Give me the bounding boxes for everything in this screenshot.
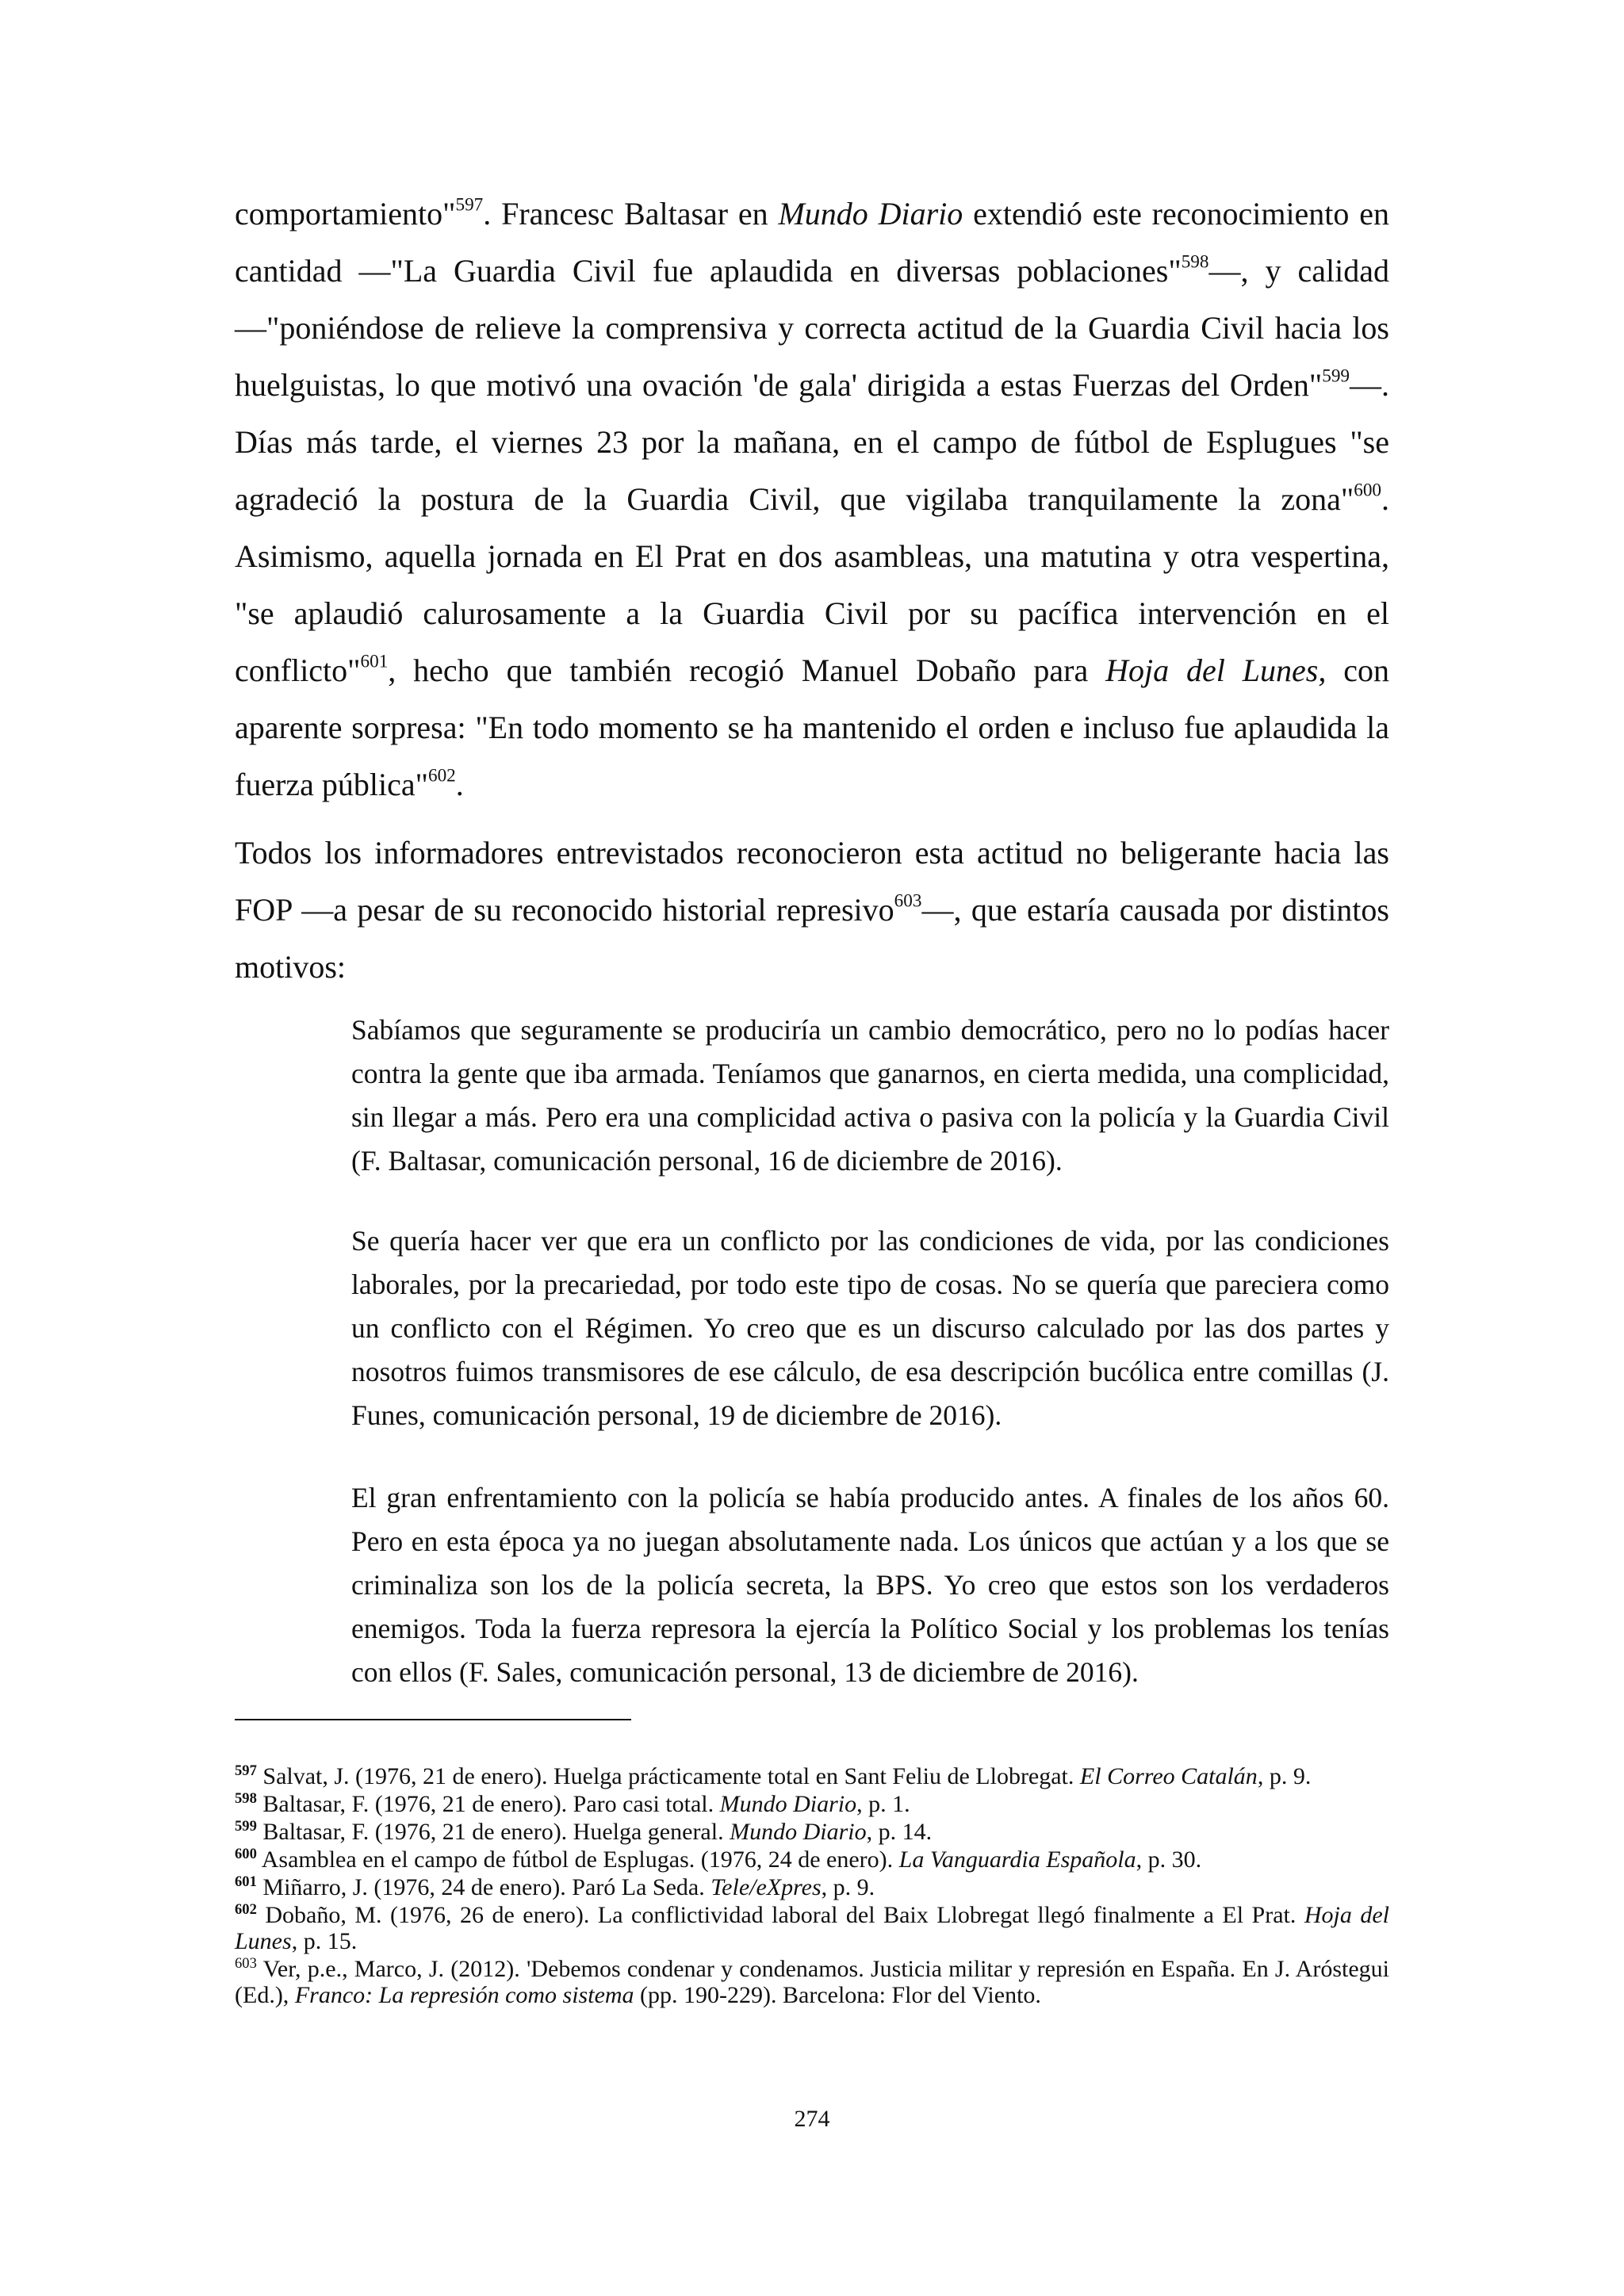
footnote-601	[235, 1874, 1389, 1900]
footnote-ref-600[interactable]: 600	[1354, 480, 1381, 501]
footnote-number: 601	[235, 1873, 257, 1890]
footnote-text: , p. 30.	[1136, 1846, 1202, 1873]
footnote-source: Mundo Diario	[730, 1819, 867, 1845]
italic-title: Hoja del Lunes,	[1105, 652, 1327, 688]
block-quote-3: El gran enfrentamiento con la policía se había producido antes. A finales de los años 60. Pero en esta época ya no juegan absolutamente nada. Los únicos que actúan y a los que se criminaliza son los de la policía secreta, la BPS. Yo creo que estos son los verdaderos enemigos. Toda la fuerza represora la ejercía la Político Social y los problemas los tenías con ellos (F. Sales, comunicación personal, 13 de diciembre de 2016).	[351, 1482, 1389, 1688]
footnote-ref-603[interactable]: 603	[894, 890, 922, 912]
text-run: —, y calidad —"poniéndose de relieve la comprensiva y correcta actitud de la Guardia Civil hacia los huelguistas, lo que motivó una ovación 'de gala' dirigida a estas Fuerzas del Orden"	[235, 253, 1389, 403]
footnote-ref-601[interactable]: 601	[360, 651, 389, 672]
footnote-ref-602[interactable]: 602	[427, 765, 456, 786]
footnote-source: Tele/eXpres	[710, 1874, 822, 1900]
footnote-source: El Correo Catalán	[1079, 1763, 1258, 1789]
body-paragraph-2	[235, 825, 1389, 996]
page-number: 274	[794, 2106, 830, 2132]
footnote-text: Miñarro, J. (1976, 24 de enero). Paró La Seda.	[256, 1874, 711, 1900]
text-run: con aparente sorpresa: "En todo momento se ha mantenido el orden e incluso fue aplaudida la fuerza pública"	[235, 652, 1389, 802]
footnote-text: , p. 14.	[866, 1819, 933, 1845]
footnote-text: , p. 15.	[291, 1928, 358, 1954]
footnote-text: Baltasar, F. (1976, 21 de enero). Huelga general.	[256, 1819, 730, 1845]
footnote-number: 602	[235, 1900, 257, 1918]
footnote-text: (pp. 190-229). Barcelona: Flor del Viento.	[634, 1982, 1041, 2008]
footnote-source: La Vanguardia Española	[898, 1846, 1136, 1873]
footnote-ref-598[interactable]: 598	[1181, 251, 1209, 273]
footnote-603	[235, 1956, 1389, 2008]
footnote-number: 597	[235, 1762, 257, 1779]
footnote-number: 599	[235, 1817, 257, 1835]
text-run: comportamiento"	[235, 196, 456, 232]
footnote-599	[235, 1819, 1389, 1845]
footnote-text: , p. 9.	[1257, 1763, 1312, 1789]
footnote-number: 598	[235, 1789, 257, 1807]
text-run: , hecho que también recogió Manuel Dobaño para	[388, 652, 1106, 688]
footnote-text: Baltasar, F. (1976, 21 de enero). Paro casi total.	[256, 1791, 720, 1817]
footnote-number: 603	[235, 1954, 257, 1972]
footnote-source: Franco: La represión como sistema	[294, 1982, 634, 2008]
footnote-source: Hoja del Lunes	[235, 1902, 1390, 1954]
text-run: Todos los informadores entrevistados reconocieron esta actitud no beligerante hacia las FOP —a pesar de su reconocido historial represivo	[235, 835, 1389, 928]
footnote-text: Dobaño, M. (1976, 26 de enero). La conflictividad laboral del Baix Llobregat llegó finalmente a El Prat.	[256, 1902, 1304, 1928]
footnote-600	[235, 1846, 1389, 1873]
footnote-598	[235, 1791, 1389, 1817]
footnote-602	[235, 1902, 1389, 1954]
text-run: —. Días más tarde, el viernes 23 por la mañana, en el campo de fútbol de Esplugues "se agradeció la postura de la Guardia Civil, que vigilaba tranquilamente la zona"	[235, 367, 1389, 517]
text-run: . Francesc Baltasar en	[483, 196, 779, 232]
footnote-source: Mundo Diario	[719, 1791, 857, 1817]
block-quote-2: Se quería hacer ver que era un conflicto por las condiciones de vida, por las condiciones laborales, por la precariedad, por todo este tipo de cosas. No se quería que pareciera como un conflicto con el Régimen. Yo creo que es un discurso calculado por las dos partes y nosotros fuimos transmisores de ese cálculo, de esa descripción bucólica entre comillas (J. Funes, comunicación personal, 19 de diciembre de 2016).	[351, 1225, 1389, 1431]
footnote-ref-599[interactable]: 599	[1322, 365, 1350, 387]
footnote-text: , p. 1.	[856, 1791, 910, 1817]
footnote-text: , p. 9.	[821, 1874, 875, 1900]
footnote-number: 600	[235, 1845, 257, 1862]
italic-title: Mundo Diario	[778, 196, 963, 232]
body-paragraph-1	[235, 186, 1389, 813]
footnote-separator	[235, 1719, 631, 1720]
footnote-ref-597[interactable]: 597	[455, 194, 484, 216]
footnote-text: Ver, p.e., Marco, J. (2012). 'Debemos condenar y condenamos. Justicia militar y represión en España. En J. Aróstegui (Ed.),	[235, 1956, 1389, 2008]
footnote-text: Asamblea en el campo de fútbol de Esplugas. (1976, 24 de enero).	[256, 1846, 899, 1873]
footnote-597	[235, 1763, 1389, 1789]
footnote-text: Salvat, J. (1976, 21 de enero). Huelga prácticamente total en Sant Feliu de Llobregat.	[256, 1763, 1080, 1789]
text-run: —, que estaría causada por distintos motivos:	[235, 892, 1389, 985]
footnotes	[235, 1763, 1389, 2010]
text-run: extendió este reconocimiento en cantidad —"La Guardia Civil fue aplaudida en diversas poblaciones"	[235, 196, 1389, 289]
block-quote-1: Sabíamos que seguramente se produciría un cambio democrático, pero no lo podías hacer contra la gente que iba armada. Teníamos que ganarnos, en cierta medida, una complicidad, sin llegar a más. Pero era una complicidad activa o pasiva con la policía y la Guardia Civil (F. Baltasar, comunicación personal, 16 de diciembre de 2016).	[351, 1014, 1389, 1177]
text-run: .	[455, 767, 464, 802]
text-run: . Asimismo, aquella jornada en El Prat en dos asambleas, una matutina y otra vespertina, "se aplaudió calurosamente a la Guardia Civil por su pacífica intervención en el conflicto"	[235, 481, 1389, 688]
